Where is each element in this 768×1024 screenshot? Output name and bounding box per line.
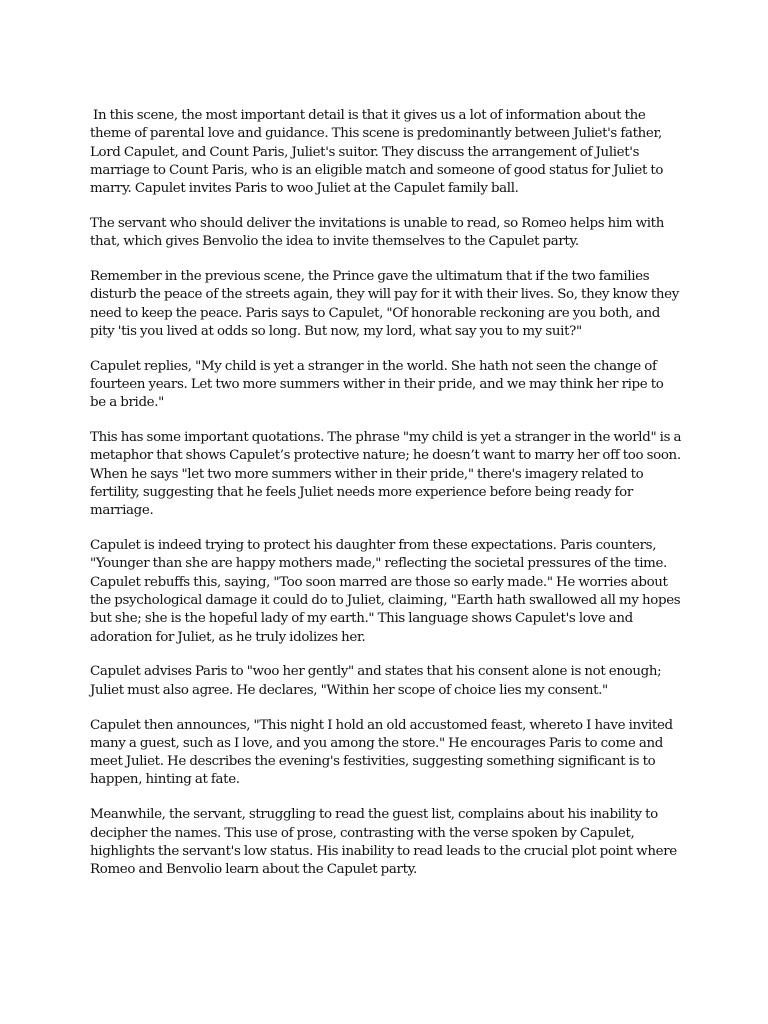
- document-body: [90, 107, 682, 896]
- paragraph-feast-announcement: Capulet then announces, "This night I hold an old accustomed feast, whereto I have invited many a guest, such as I love, and you among the store." He encourages Paris to come and meet Juliet. He describes the evening's festivities, suggesting something significant is to happen, hinting at fate.: [90, 717, 673, 788]
- paragraph-servant-invitations: The servant who should deliver the invitations is unable to read, so Romeo helps him with that, which gives Benvolio the idea to invite themselves to the Capulet party.: [90, 215, 664, 250]
- paragraph-capulet-replies: Capulet replies, "My child is yet a stranger in the world. She hath not seen the change of fourteen years. Let two more summers wither in their pride, and we may think her ripe to be a bride.": [90, 358, 664, 411]
- paragraph-quotations: This has some important quotations. The phrase "my child is yet a stranger in the world" is a metaphor that shows Capulet’s protective nature; he doesn’t want to marry her off too soon. When he says "let two more summers wither in their pride," there's imagery related to fertility, suggesting that he feels Juliet needs more experience before being ready for marriage.: [90, 430, 682, 519]
- paragraph-woo-gently: Capulet advises Paris to "woo her gently" and states that his consent alone is not enough; Juliet must also agree. He declares, "Within her scope of choice lies my consent.": [90, 664, 662, 698]
- paragraph-protect-daughter: Capulet is indeed trying to protect his daughter from these expectations. Paris counters, "Younger than she are happy mothers made," reflecting the societal pressures of the time. Capulet rebuffs this, saying, "Too soon marred are those so early made." He worries about the psychological damage it could do to Juliet, claiming, "Earth hath swallowed all my hopes but she; she is the hopeful lady of my earth." This language shows Capulet's love and adoration for Juliet, as he truly idolizes her.: [90, 538, 681, 645]
- paragraph-intro: In this scene, the most important detail is that it gives us a lot of information about the theme of parental love and guidance. This scene is predominantly between Juliet's father, Lord Capulet, and Count Paris, Juliet's suitor. They discuss the arrangement of Juliet's marriage to Count Paris, who is an eligible match and someone of good status for Juliet to marry. Capulet invites Paris to woo Juliet at the Capulet family ball.: [90, 108, 664, 197]
- paragraph-prince-ultimatum: Remember in the previous scene, the Prince gave the ultimatum that if the two families disturb the peace of the streets again, they will pay for it with their lives. So, they know they need to keep the peace. Paris says to Capulet, "Of honorable reckoning are you both, and pity 'tis you lived at odds so long. But now, my lord, what say you to my suit?": [90, 269, 679, 339]
- paragraph-servant-guest-list: Meanwhile, the servant, struggling to read the guest list, complains about his inability to decipher the names. This use of prose, contrasting with the verse spoken by Capulet, highlights the servant's low status. His inability to read leads to the crucial plot point where Romeo and Benvolio learn about the Capulet party.: [90, 807, 677, 878]
